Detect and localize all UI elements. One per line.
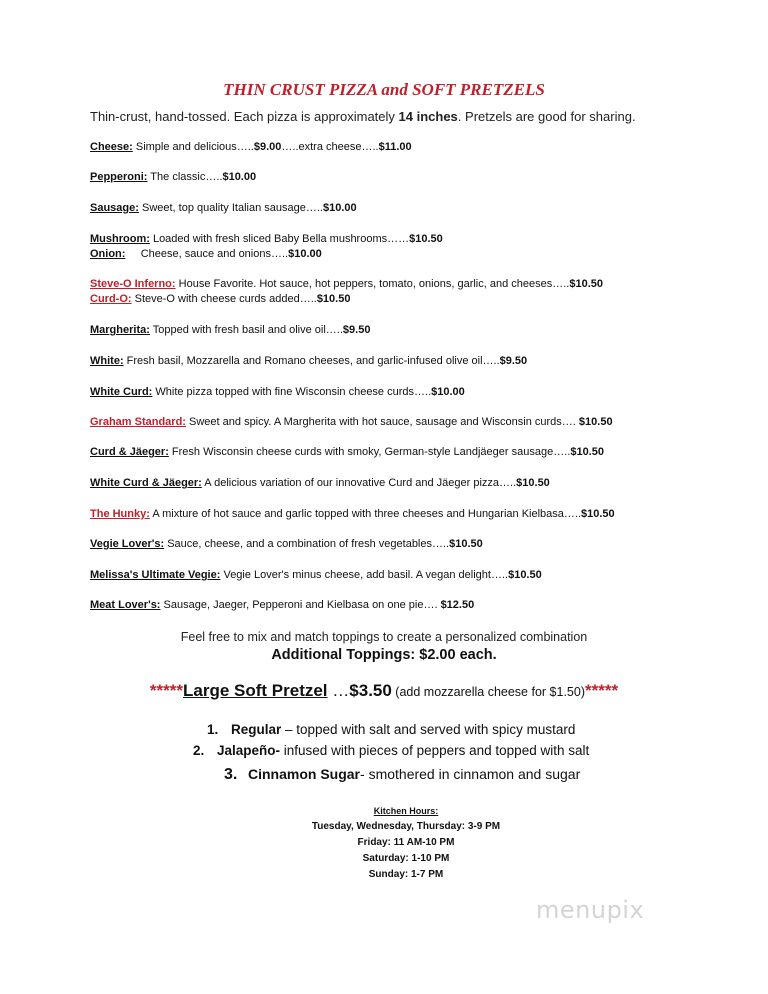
hours-line: Tuesday, Wednesday, Thursday: 3-9 PM — [311, 821, 501, 832]
pizza-name: Pepperoni: — [90, 171, 148, 183]
pizza-price: $9.00 — [253, 141, 282, 153]
pizza-name: Cheese: — [90, 141, 133, 153]
pizza-item-margherita — [90, 323, 370, 338]
hours-line: Sunday: 1-7 PM — [368, 869, 444, 880]
pizza-desc: The classic….. — [147, 171, 223, 183]
pizza-desc: Topped with fresh basil and olive oil….. — [149, 324, 343, 336]
pizza-price: $10.50 — [569, 278, 603, 290]
pizza-name: The Hunky: — [90, 508, 150, 520]
pizza-price: $10.50 — [516, 477, 550, 489]
pizza-desc: Sausage, Jaeger, Pepperoni and Kielbasa on one pie…. — [160, 599, 441, 611]
menu-title: THIN CRUST PIZZA and SOFT PRETZELS — [223, 80, 545, 99]
pizza-price: $10.00 — [431, 386, 465, 398]
pizza-price: $10.50 — [578, 416, 613, 428]
pretzel-type-desc: - smothered in cinnamon and sugar — [360, 766, 581, 782]
stars-left: ***** — [149, 681, 183, 700]
pizza-name: White Curd: — [90, 386, 153, 398]
pizza-item-white — [90, 354, 527, 369]
pizza-item-curd-o — [90, 292, 350, 307]
pizza-price: $10.00 — [322, 202, 357, 214]
pizza-desc: Simple and delicious….. — [132, 141, 254, 153]
pretzel-headline — [0, 681, 768, 701]
hours-title: Kitchen Hours: — [373, 806, 439, 816]
pizza-desc: A mixture of hot sauce and garlic topped with three cheeses and Hungarian Kielbasa….. — [149, 508, 582, 520]
pretzel-type-regular — [207, 722, 575, 737]
hours-line: Friday: 11 AM-10 PM — [357, 837, 455, 848]
pizza-name: Mushroom: — [90, 233, 150, 245]
pizza-price: $9.50 — [499, 355, 528, 367]
intro-before: Thin-crust, hand-tossed. Each pizza is approximately — [90, 109, 399, 124]
pizza-desc: Vegie Lover's minus cheese, add basil. A vegan delight….. — [220, 569, 509, 581]
pizza-item-onion — [90, 247, 322, 262]
pizza-name: Melissa's Ultimate Vegie: — [90, 569, 221, 581]
pizza-item-cheese — [90, 140, 412, 155]
pizza-desc: White pizza topped with fine Wisconsin cheese curds….. — [152, 386, 432, 398]
pizza-price: $10.50 — [570, 446, 604, 458]
pizza-desc: Cheese, sauce and onions….. — [125, 248, 289, 260]
pretzel-type-desc: infused with pieces of peppers and topped with salt — [280, 743, 590, 758]
pizza-name: Vegie Lover's: — [90, 538, 165, 550]
pizza-item-white-curd-jaeger — [90, 476, 550, 491]
pizza-name: Sausage: — [90, 202, 139, 214]
menupix-watermark: menupix — [536, 896, 645, 924]
pizza-item-melissas-ultimate-vegie — [90, 568, 542, 583]
pizza-item-mushroom — [90, 232, 443, 247]
pretzel-type-jalapeno — [193, 743, 589, 758]
hours-line: Saturday: 1-10 PM — [362, 853, 450, 864]
intro-after: . Pretzels are good for sharing. — [457, 109, 636, 124]
pizza-extra-price: $11.00 — [378, 141, 412, 153]
pizza-item-curd-jaeger — [90, 445, 604, 460]
pizza-name: White: — [90, 355, 124, 367]
pizza-price: $9.50 — [342, 324, 371, 336]
pizza-desc: A delicious variation of our innovative Curd and Jäeger pizza….. — [201, 477, 517, 489]
pretzel-type-number: 1. — [207, 722, 219, 737]
pizza-desc: Sweet, top quality Italian sausage….. — [138, 202, 323, 214]
pretzel-type-number: 3. — [224, 766, 238, 783]
pizza-item-sausage — [90, 201, 357, 216]
pizza-item-pepperoni — [90, 170, 256, 185]
pretzel-name: Large Soft Pretzel — [183, 681, 328, 700]
pretzel-type-name: Cinnamon Sugar — [248, 766, 361, 782]
pizza-price: $10.50 — [581, 508, 615, 520]
intro-text — [90, 109, 636, 124]
pizza-desc: House Favorite. Hot sauce, hot peppers, tomato, onions, garlic, and cheeses….. — [175, 278, 570, 290]
pizza-desc: Loaded with fresh sliced Baby Bella mushrooms…… — [149, 233, 410, 245]
pizza-price: $12.50 — [440, 599, 475, 611]
pizza-item-graham-standard — [90, 415, 613, 430]
pizza-name: Steve-O Inferno: — [90, 278, 176, 290]
kitchen-hours — [0, 803, 768, 883]
pizza-name: Margherita: — [90, 324, 150, 336]
pretzel-price: $3.50 — [349, 681, 392, 700]
pizza-price: $10.50 — [316, 293, 351, 305]
pizza-name: Curd & Jäeger: — [90, 446, 169, 458]
pizza-name: Graham Standard: — [90, 416, 186, 428]
pretzel-type-number: 2. — [193, 743, 205, 758]
pretzel-type-cinnamon-sugar — [224, 766, 580, 784]
pizza-price: $10.50 — [508, 569, 542, 581]
pizza-item-steve-o-inferno — [90, 277, 603, 292]
pretzel-type-name: Jalapeño- — [217, 743, 281, 758]
pizza-name: Meat Lover's: — [90, 599, 161, 611]
pizza-extra: …..extra cheese….. — [281, 141, 379, 153]
additional-toppings: Additional Toppings: $2.00 each. — [271, 647, 497, 663]
pizza-name: White Curd & Jäeger: — [90, 477, 202, 489]
pizza-name: Onion: — [90, 248, 126, 260]
pretzel-note: (add mozzarella cheese for $1.50) — [391, 685, 585, 699]
pizza-desc: Sauce, cheese, and a combination of fresh vegetables….. — [164, 538, 450, 550]
pizza-price: $10.00 — [222, 171, 257, 183]
pizza-desc: Steve-O with cheese curds added….. — [131, 293, 317, 305]
mix-and-match-note: Feel free to mix and match toppings to create a personalized combination — [180, 630, 588, 644]
pizza-item-the-hunky — [90, 507, 615, 522]
pizza-price: $10.50 — [409, 233, 443, 245]
stars-right: ***** — [585, 681, 619, 700]
pizza-price: $10.50 — [449, 538, 483, 550]
pizza-item-white-curd — [90, 385, 465, 400]
pretzel-type-name: Regular — [231, 722, 282, 737]
pizza-desc: Sweet and spicy. A Margherita with hot sauce, sausage and Wisconsin curds…. — [185, 416, 579, 428]
pizza-desc: Fresh Wisconsin cheese curds with smoky, German-style Landjäeger sausage….. — [168, 446, 571, 458]
pretzel-dots: … — [327, 681, 350, 700]
pizza-item-meat-lovers — [90, 598, 474, 613]
intro-size: 14 inches — [398, 109, 458, 124]
pizza-name: Curd-O: — [90, 293, 132, 305]
pizza-item-vegie-lovers — [90, 537, 483, 552]
pizza-price: $10.00 — [288, 248, 322, 260]
pretzel-type-desc: – topped with salt and served with spicy mustard — [281, 722, 576, 737]
pizza-desc: Fresh basil, Mozzarella and Romano cheeses, and garlic-infused olive oil….. — [123, 355, 500, 367]
